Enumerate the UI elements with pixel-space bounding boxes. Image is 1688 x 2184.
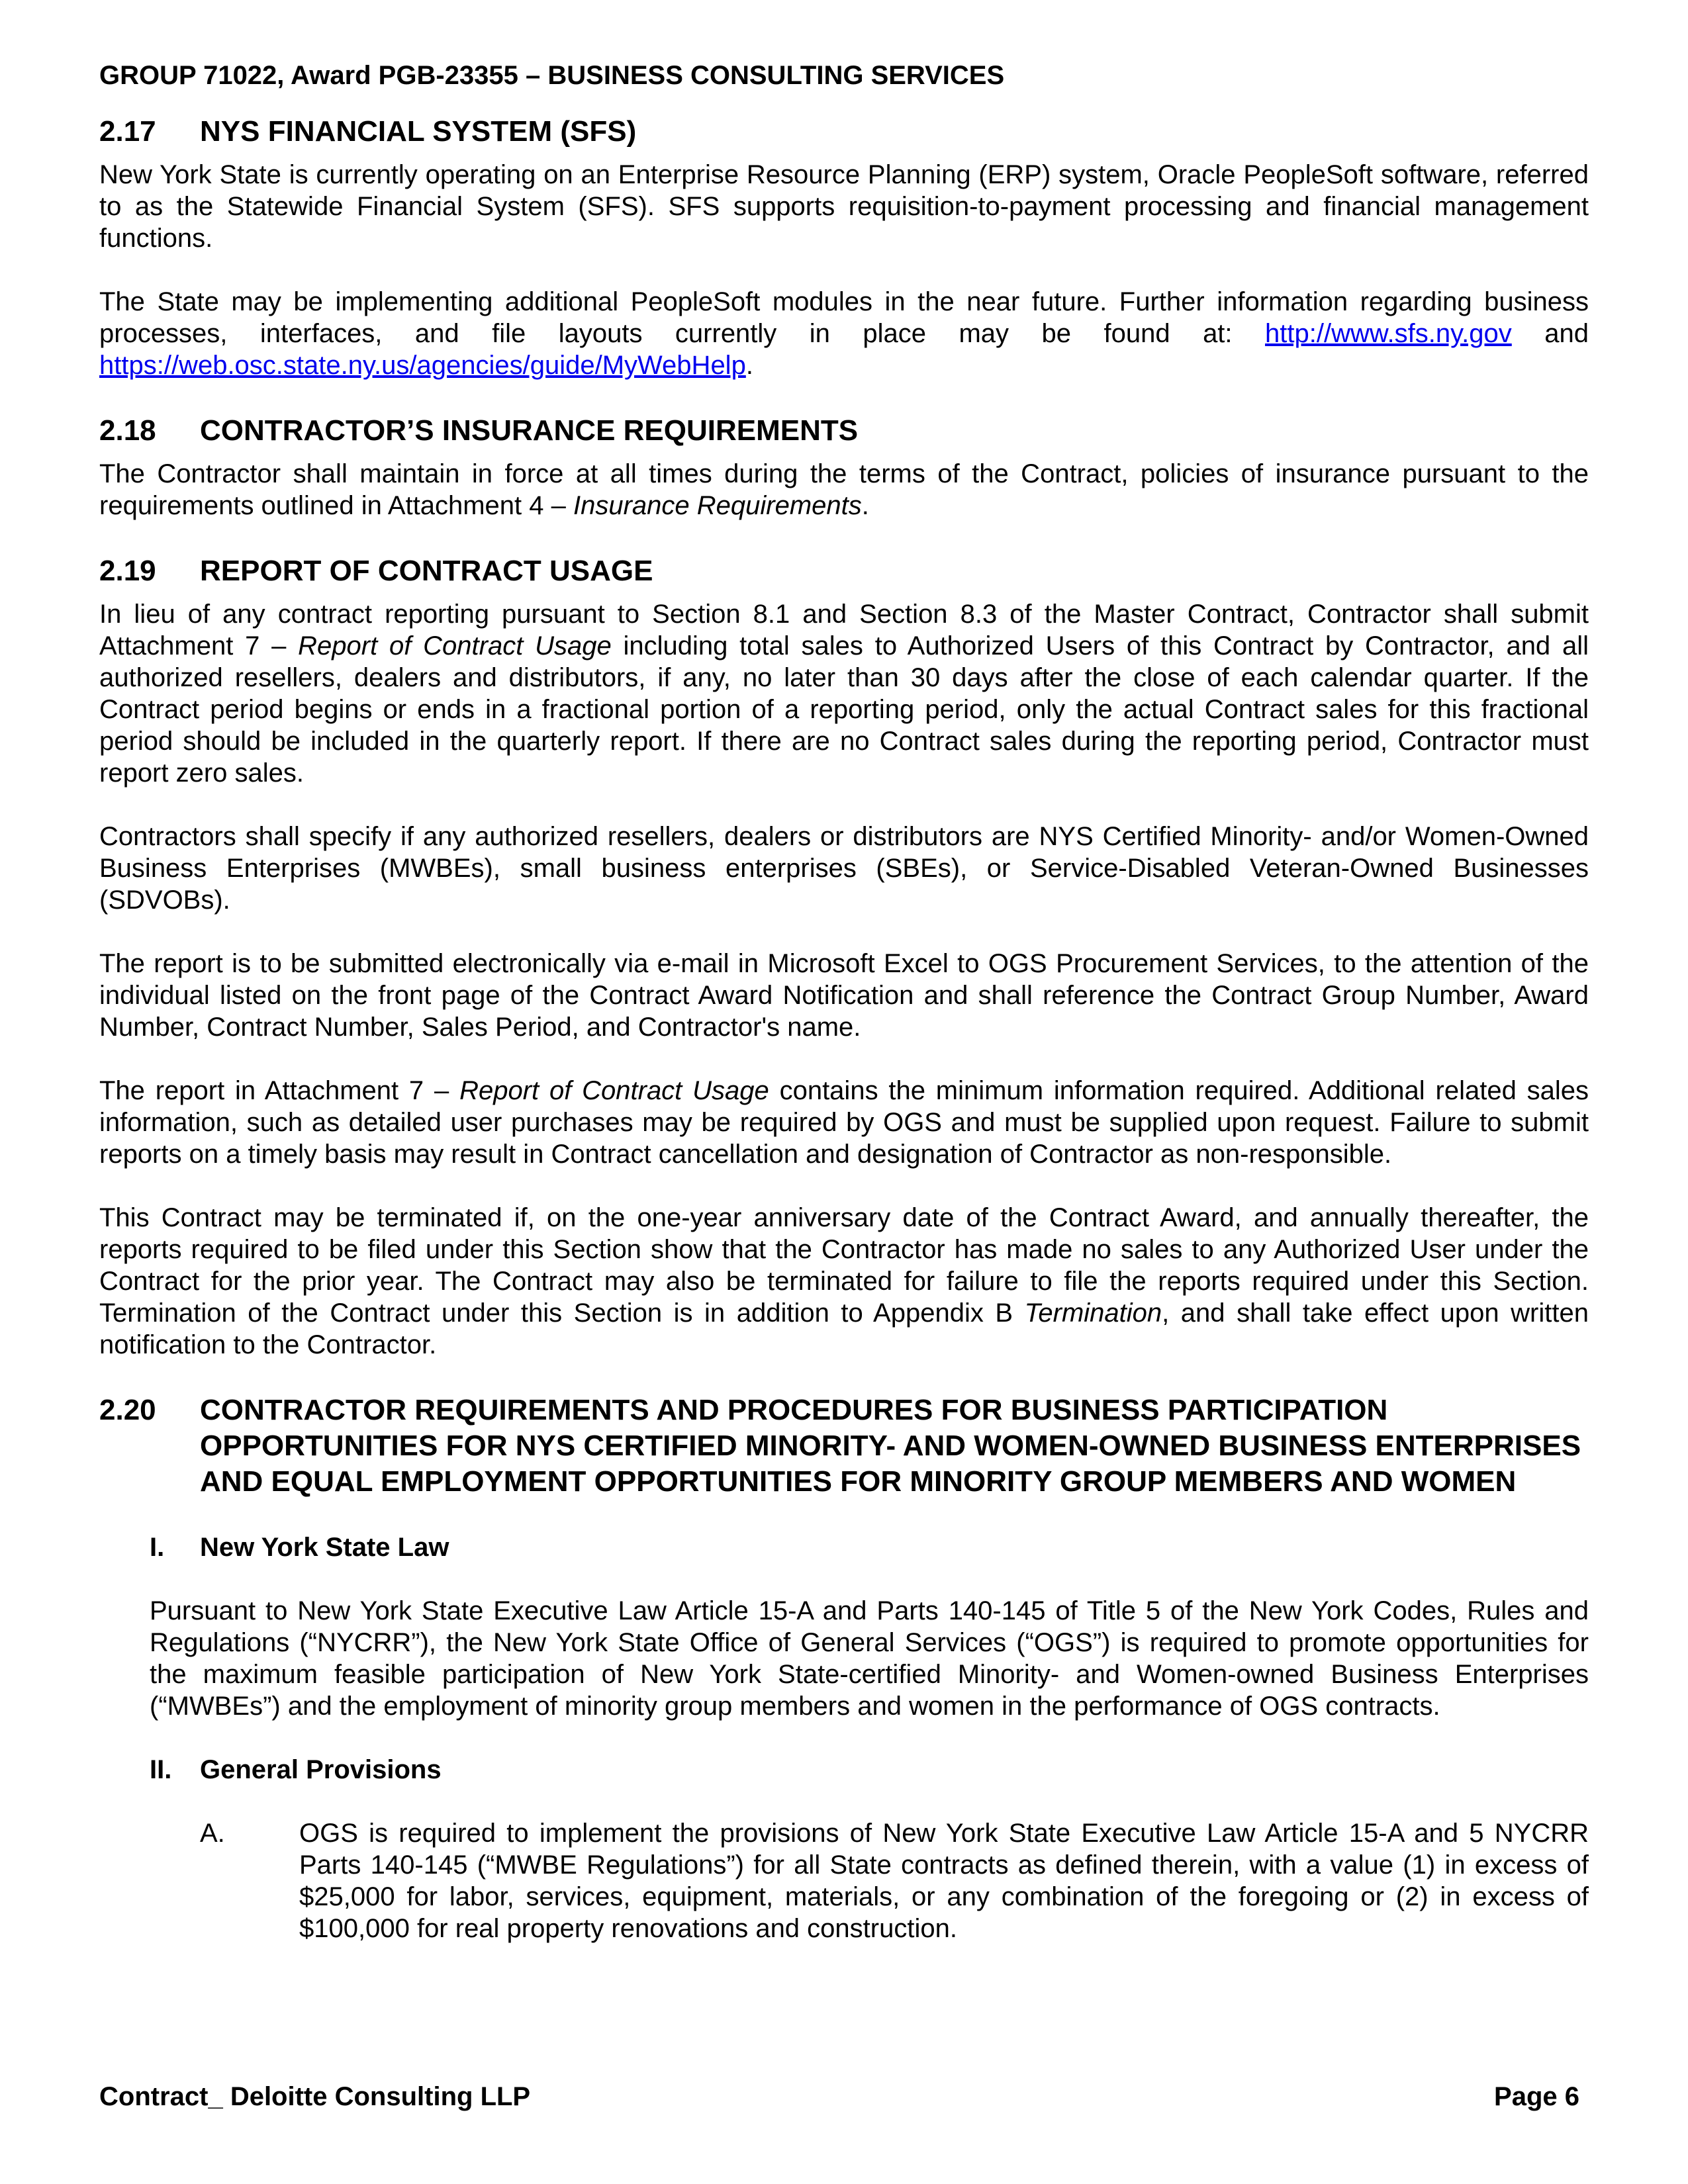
paragraph-text: The Contractor shall maintain in force at all times during the terms of the Contract, policies of insurance pursuant to the requirements outlined in Attachment 4 – bbox=[99, 459, 1589, 520]
paragraph bbox=[99, 1202, 1589, 1361]
paragraph: The report is to be submitted electronically via e-mail in Microsoft Excel to OGS Procurement Services, to the attention of the individual listed on the front page of the Contract Award Notification and shall reference the Contract Group Number, Award Number, Contract Number, Sales Period, and Contractor's name. bbox=[99, 949, 1589, 1042]
subsection-number: II. bbox=[150, 1755, 172, 1784]
paragraph-text: In lieu of any contract reporting pursuant to Section 8.1 and Section 8.3 of the Master Contract, Contractor shall submit Attachment 7 – bbox=[99, 600, 1589, 660]
section-heading bbox=[99, 413, 1589, 449]
paragraph-text: . bbox=[745, 351, 753, 380]
list-item-text: OGS is required to implement the provisions of New York State Executive Law Article 15-A and 5 NYCRR Parts 140-145 (“MWBE Regulations”) for all State contracts as defined therein, with a value (1) in excess of $25,000 for labor, services, equipment, materials, or any combination of the foregoing or (2) in excess of $100,000 for real property renovations and construction. bbox=[299, 1819, 1589, 1943]
section-number: 2.17 bbox=[99, 115, 156, 148]
italic-reference: Report of Contract Usage bbox=[298, 631, 612, 660]
subsection-title: New York State Law bbox=[200, 1533, 449, 1562]
footer-left: Contract_ Deloitte Consulting LLP bbox=[99, 2082, 531, 2111]
section-title: CONTRACTOR’S INSURANCE REQUIREMENTS bbox=[200, 414, 859, 447]
paragraph-text: and bbox=[1544, 319, 1589, 348]
paragraph-text: This Contract may be terminated if, on the one-year anniversary date of the Contract Award, and annually thereafter, the reports required to be filed under this Section show that the Contractor has made no sales to any Authorized User under the Contract for the prior year. The Contract may also be terminated for failure to file the reports required under this Section. Termination of the Contract under this Section is in addition to Appendix B bbox=[99, 1203, 1589, 1328]
paragraph bbox=[99, 458, 1589, 522]
section-number: 2.18 bbox=[99, 414, 156, 447]
paragraph: New York State is currently operating on an Enterprise Resource Planning (ERP) system, Oracle PeopleSoft software, referred to as the Statewide Financial System (SFS). SFS supports requisition-to-payment processing and financial management functions. bbox=[99, 160, 1589, 253]
section-2-17 bbox=[99, 114, 1589, 381]
paragraph: Pursuant to New York State Executive Law Article 15-A and Parts 140-145 of Title 5 of the New York Codes, Rules and Regulations (“NYCRR”), the New York State Office of General Services (“OGS”) is required to promote opportunities for the maximum feasible participation of New York State-certified Minority- and Women-owned Business Enterprises (“MWBEs”) and the employment of minority group members and women in the performance of OGS contracts. bbox=[150, 1596, 1589, 1721]
section-number: 2.19 bbox=[99, 555, 156, 587]
paragraph bbox=[99, 1075, 1589, 1170]
italic-reference: Termination bbox=[1024, 1298, 1162, 1328]
paragraph: Contractors shall specify if any authorized resellers, dealers or distributors are NYS Certified Minority- and/or Women-Owned Business Enterprises (MWBEs), small business enterprises (SBEs), or Service-Disabled Veteran-Owned Businesses (SDVOBs). bbox=[99, 822, 1589, 915]
paragraph-text: including total sales to Authorized Users of this Contract by Contractor, and all authorized resellers, dealers and distributors, if any, no later than 30 days after the close of each calendar quarter. If the Contract period begins or ends in a fractional portion of a reporting period, only the actual Contract sales for this fractional period should be included in the quarterly report. If there are no Contract sales during the reporting period, Contractor must report zero sales. bbox=[99, 631, 1589, 788]
paragraph-text: The State may be implementing additional PeopleSoft modules in the near future. Further information regarding business processes, interfaces, and file layouts currently in place may be found at: bbox=[99, 287, 1589, 348]
section-2-18 bbox=[99, 413, 1589, 522]
list-item-label: A. bbox=[200, 1819, 225, 1848]
paragraph-text: The report in Attachment 7 – bbox=[99, 1076, 449, 1105]
running-header: GROUP 71022, Award PGB-23355 – BUSINESS CONSULTING SERVICES bbox=[99, 61, 1005, 90]
section-heading bbox=[99, 114, 1589, 150]
section-title: NYS FINANCIAL SYSTEM (SFS) bbox=[200, 115, 637, 148]
section-2-19 bbox=[99, 553, 1589, 1361]
section-title: REPORT OF CONTRACT USAGE bbox=[200, 555, 653, 587]
subsection-heading bbox=[150, 1531, 1589, 1563]
section-number: 2.20 bbox=[99, 1394, 156, 1426]
paragraph-text: , and shall take effect upon written notification to the Contractor. bbox=[99, 1298, 1589, 1359]
paragraph bbox=[99, 598, 1589, 789]
italic-reference: Report of Contract Usage bbox=[459, 1076, 769, 1105]
paragraph-text: . bbox=[861, 491, 869, 520]
subsection-title: General Provisions bbox=[200, 1755, 442, 1784]
section-heading bbox=[99, 553, 1589, 589]
page-content bbox=[99, 61, 1589, 1944]
list-item bbox=[200, 1817, 1589, 1944]
section-heading bbox=[99, 1392, 1589, 1500]
italic-reference: Insurance Requirements bbox=[573, 491, 862, 520]
section-2-20 bbox=[99, 1392, 1589, 1944]
subsection-heading bbox=[150, 1754, 1589, 1786]
paragraph bbox=[99, 286, 1589, 381]
subsection-number: I. bbox=[150, 1533, 165, 1562]
sfs-link[interactable]: http://www.sfs.ny.gov bbox=[1265, 319, 1512, 348]
osc-mywebhelp-link[interactable]: https://web.osc.state.ny.us/agencies/guide/MyWebHelp bbox=[99, 351, 746, 380]
page-footer bbox=[99, 2082, 1579, 2111]
page-number: Page 6 bbox=[1494, 2082, 1579, 2111]
paragraph-text: contains the minimum information required. Additional related sales information, such as detailed user purchases may be required by OGS and must be supplied upon request. Failure to submit reports on a timely basis may result in Contract cancellation and designation of Contractor as non-responsible. bbox=[99, 1076, 1589, 1169]
section-title: CONTRACTOR REQUIREMENTS AND PROCEDURES FOR BUSINESS PARTICIPATION OPPORTUNITIES FOR NYS CERTIFIED MINORITY- AND WOMEN-OWNED BUSINESS ENTERPRISES AND EQUAL EMPLOYMENT OPPORTUNITIES FOR MINORITY GROUP MEMBERS AND WOMEN bbox=[200, 1394, 1581, 1498]
